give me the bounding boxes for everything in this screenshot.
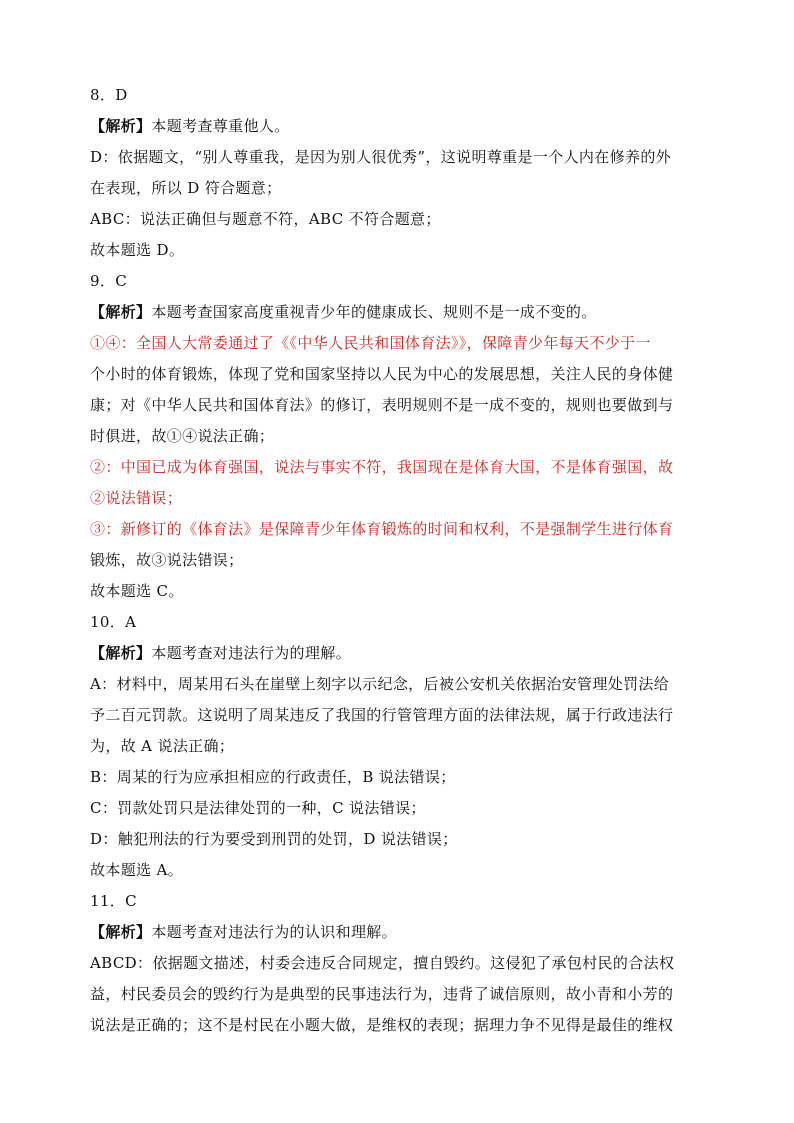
line-text: 康；对《中华人民共和国体育法》的修订，表明规则不是一成不变的，规则也要做到与: [90, 396, 674, 414]
line-text: 锻炼，故③说法错误；: [90, 551, 244, 569]
line-text: ②：中国已成为体育强国，说法与事实不符，我国现在是体育大国，不是体育强国，故: [90, 458, 674, 476]
text-line: [90, 948, 706, 979]
text-line: [90, 731, 706, 762]
text-line: [90, 390, 706, 421]
text-line: [90, 793, 706, 824]
line-text: 故本题选 A。: [90, 861, 184, 879]
analysis-label: 【解析】: [90, 117, 152, 135]
text-line: [90, 886, 706, 917]
line-text: ③：新修订的《体育法》是保障青少年体育锻炼的时间和权利，不是强制学生进行体育: [90, 520, 674, 538]
text-line: [90, 824, 706, 855]
line-text: 故本题选 D。: [90, 241, 185, 259]
line-text: 本题考查国家高度重视青少年的健康成长、规则不是一成不变的。: [151, 303, 597, 321]
text-line: [90, 142, 706, 173]
text-line: [90, 452, 706, 483]
line-text: 故本题选 C。: [90, 582, 184, 600]
text-line: [90, 359, 706, 390]
line-text: ②说法错误；: [90, 489, 183, 507]
line-text: 说法是正确的；这不是村民在小题大做，是维权的表现；据理力争不见得是最佳的维权: [90, 1016, 674, 1034]
text-line: [90, 80, 706, 111]
line-text: B：周某的行为应承担相应的行政责任，B 说法错误；: [90, 768, 456, 786]
text-line: [90, 421, 706, 452]
line-text: 9．C: [90, 272, 128, 290]
line-text: 予二百元罚款。这说明了周某违反了我国的行管管理方面的法律法规，属于行政违法行: [90, 706, 674, 724]
line-text: 本题考查尊重他人。: [151, 117, 290, 135]
line-text: ①④：全国人大常委通过了《《中华人民共和国体育法》》，保障青少年每天不少于一: [90, 334, 651, 352]
line-text: 8．D: [90, 86, 128, 104]
line-text: 益，村民委员会的毁约行为是典型的民事违法行为，违背了诚信原则，故小青和小芳的: [90, 985, 674, 1003]
text-line: [90, 607, 706, 638]
text-line: [90, 1010, 706, 1041]
text-line: [90, 638, 706, 669]
line-text: 个小时的体育锻炼，体现了党和国家坚持以人民为中心的发展思想，关注人民的身体健: [90, 365, 674, 383]
line-text: 时俱进，故①④说法正确；: [90, 427, 275, 445]
text-line: [90, 669, 706, 700]
text-line: [90, 576, 706, 607]
line-text: ABC：说法正确但与题意不符，ABC 不符合题意；: [90, 210, 441, 228]
text-line: [90, 979, 706, 1010]
line-text: ABCD：依据题文描述，村委会违反合同规定，擅自毁约。这侵犯了承包村民的合法权: [90, 954, 675, 972]
line-text: D：依据题文，“别人尊重我，是因为别人很优秀”，这说明尊重是一个人内在修养的外: [90, 148, 672, 166]
text-line: [90, 483, 706, 514]
text-line: [90, 917, 706, 948]
line-text: C：罚款处罚只是法律处罚的一种，C 说法错误；: [90, 799, 426, 817]
text-line: [90, 297, 706, 328]
line-text: 为，故 A 说法正确；: [90, 737, 235, 755]
line-text: D：触犯刑法的行为要受到刑罚的处罚，D 说法错误；: [90, 830, 458, 848]
text-line: [90, 545, 706, 576]
analysis-label: 【解析】: [90, 923, 152, 941]
text-line: [90, 204, 706, 235]
text-line: [90, 266, 706, 297]
analysis-label: 【解析】: [90, 303, 152, 321]
text-line: [90, 173, 706, 204]
text-line: [90, 762, 706, 793]
text-line: [90, 855, 706, 886]
analysis-label: 【解析】: [90, 644, 152, 662]
line-text: A：材料中，周某用石头在崖壁上刻字以示纪念，后被公安机关依据治安管理处罚法给: [90, 675, 670, 693]
text-line: [90, 328, 706, 359]
text-line: [90, 700, 706, 731]
line-text: 在表现，所以 D 符合题意；: [90, 179, 282, 197]
text-line: [90, 514, 706, 545]
answer-explanations: [90, 80, 706, 1041]
text-line: [90, 111, 706, 142]
line-text: 10．A: [90, 613, 137, 631]
line-text: 11．C: [90, 892, 137, 910]
line-text: 本题考查对违法行为的认识和理解。: [151, 923, 398, 941]
text-line: [90, 235, 706, 266]
line-text: 本题考查对违法行为的理解。: [151, 644, 351, 662]
